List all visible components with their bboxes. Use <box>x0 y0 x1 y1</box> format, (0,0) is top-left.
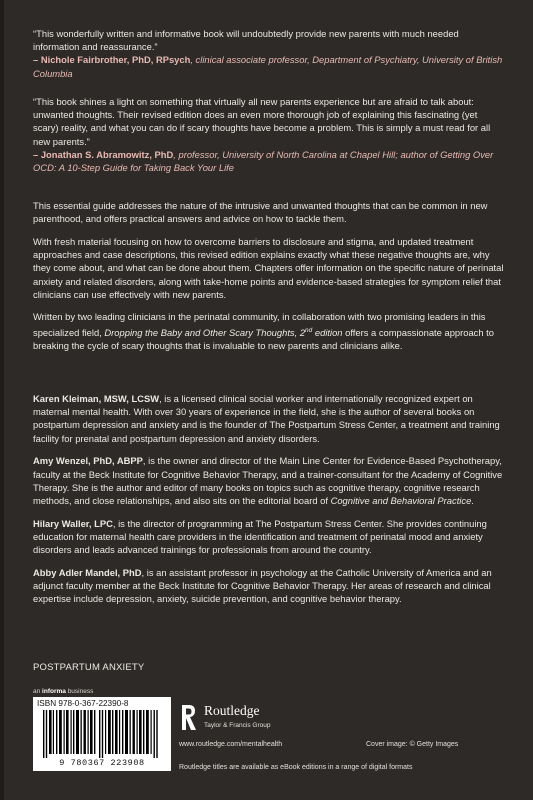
barcode-icon <box>43 710 161 758</box>
quote-author: – Nichole Fairbrother, PhD, RPsych <box>33 54 191 66</box>
author-name: Abby Adler Mandel, PhD <box>33 566 142 578</box>
author-bios <box>33 392 505 615</box>
barcode-number: 9 780367 223908 <box>59 758 145 768</box>
bio-text: , is an assistant professor in psychology at the Catholic University of America and an adjunct faculty member at the Beck Institute for Cognitive Behavior Therapy. Her areas of research and clinical expertise include depression, anxiety, suicide prevention, and cognitive behavior therapy. <box>33 566 492 605</box>
quote-role: , professor, University of North Carolina at Chapel Hill; author of Getting Over OCD: A 10-Step Guide for Taking Back Your Life <box>33 148 494 174</box>
informa-logo: informa <box>42 688 66 695</box>
endorsement-2 <box>33 95 505 174</box>
publisher-group: Taylor & Francis Group <box>204 722 271 729</box>
routledge-logo-icon <box>179 703 199 733</box>
author-name: Karen Kleiman, MSW, LCSW <box>33 393 160 404</box>
quote-attribution <box>33 53 505 79</box>
description-paragraph: This essential guide addresses the nature of the intrusive and unwanted thoughts that can be common in new parenthood, and offers practical answers and advice on how to tackle them. <box>33 200 488 225</box>
author-bio <box>33 566 505 606</box>
publisher-logo <box>179 703 269 737</box>
author-bio <box>33 517 505 557</box>
informa-prefix: an <box>33 688 43 695</box>
author-bio <box>33 392 505 445</box>
quote-role: , clinical associate professor, Department of Psychiatry, University of British Columbia <box>33 54 503 79</box>
description-paragraph <box>33 310 505 352</box>
publisher-website: www.routledge.com/mentalhealth <box>179 741 283 748</box>
book-title-text: Dropping the Baby and Other Scary Thoughts, 2 <box>104 326 306 338</box>
publisher-name: Routledge <box>204 703 260 718</box>
bio-text-end: . <box>471 494 474 506</box>
isbn-barcode <box>33 697 171 771</box>
isbn-label: ISBN 978-0-367-22390-8 <box>37 699 129 708</box>
edition-superscript: nd <box>305 326 313 334</box>
endorsement-1 <box>33 27 505 80</box>
quote-text: “This book shines a light on something that virtually all new parents experience but are afraid to talk about: unwanted thoughts. Their revised edition does an even more thorough job of explaining this fascinating (yet scary) reality, and what you can do if scary thoughts have become a problem. This is simply a must read for all new parents.” <box>33 96 491 147</box>
description-text: Written by two leading clinicians in the perinatal community, in collaboration with two promising leaders in this specialized field, <box>33 311 486 338</box>
book-title <box>104 327 342 338</box>
author-name: Hilary Waller, LPC <box>33 517 113 529</box>
bio-text: , is a licensed clinical social worker and internationally recognized expert on maternal mental health. With over 30 years of experience in the field, she is the author of several books on postpartum depression and anxiety and is the founder of The Postpartum Stress Center, a treatment and training facility for prenatal and postpartum depression and anxiety disorders. <box>33 393 500 444</box>
quote-attribution <box>33 148 505 174</box>
description-paragraph: With fresh material focusing on how to overcome barriers to disclosure and stigma, and updated treatment approaches and case descriptions, this revised edition explains exactly what these negative thoughts are, why they come about, and what can be done about them. Chapters offer information on the specific nature of perinatal anxiety and related disorders, along with take-home points and evidence-based strategies for symptom relief that clinicians can use effectively with new parents. <box>33 235 504 300</box>
informa-suffix: business <box>65 688 94 695</box>
author-name: Amy Wenzel, PhD, ABPP <box>33 455 143 467</box>
informa-line <box>33 688 93 695</box>
quote-author: – Jonathan S. Abramowitz, PhD <box>33 148 174 160</box>
edition-word: edition <box>312 326 343 338</box>
quote-text: “This wonderfully written and informative book will undoubtedly provide new parents with much needed information and reassurance.” <box>33 28 459 53</box>
journal-title: Cognitive and Behavioral Practice <box>330 494 472 506</box>
author-bio <box>33 454 505 507</box>
subject-category: POSTPARTUM ANXIETY <box>33 662 145 673</box>
book-description <box>33 199 505 362</box>
spine-edge <box>0 0 4 800</box>
description-text: offers a compassionate approach to breaking the cycle of scary thoughts that is invaluable to new parents and clinicians alike. <box>33 326 494 351</box>
ebook-note: Routledge titles are available as eBook editions in a range of digital formats <box>179 764 413 771</box>
cover-image-credit: Cover image: © Getty Images <box>366 741 459 748</box>
bio-text: , is the owner and director of the Main Line Center for Evidence-Based Psychotherapy, faculty at the Beck Institute for Cognitive Behavior Therapy, and a trainer-consultant for the Academy of Cognitive Therapy. She is the author and editor of many books on topics such as cognitive therapy, cognitive research methods, and close relationships, and also sits on the editorial board of <box>33 455 503 506</box>
bio-text: , is the director of programming at The Postpartum Stress Center. She provides continuing education for maternal health care providers in the identification and treatment of perinatal mood and anxiety disorders and leads advanced trainings for professionals from around the country. <box>33 517 487 556</box>
